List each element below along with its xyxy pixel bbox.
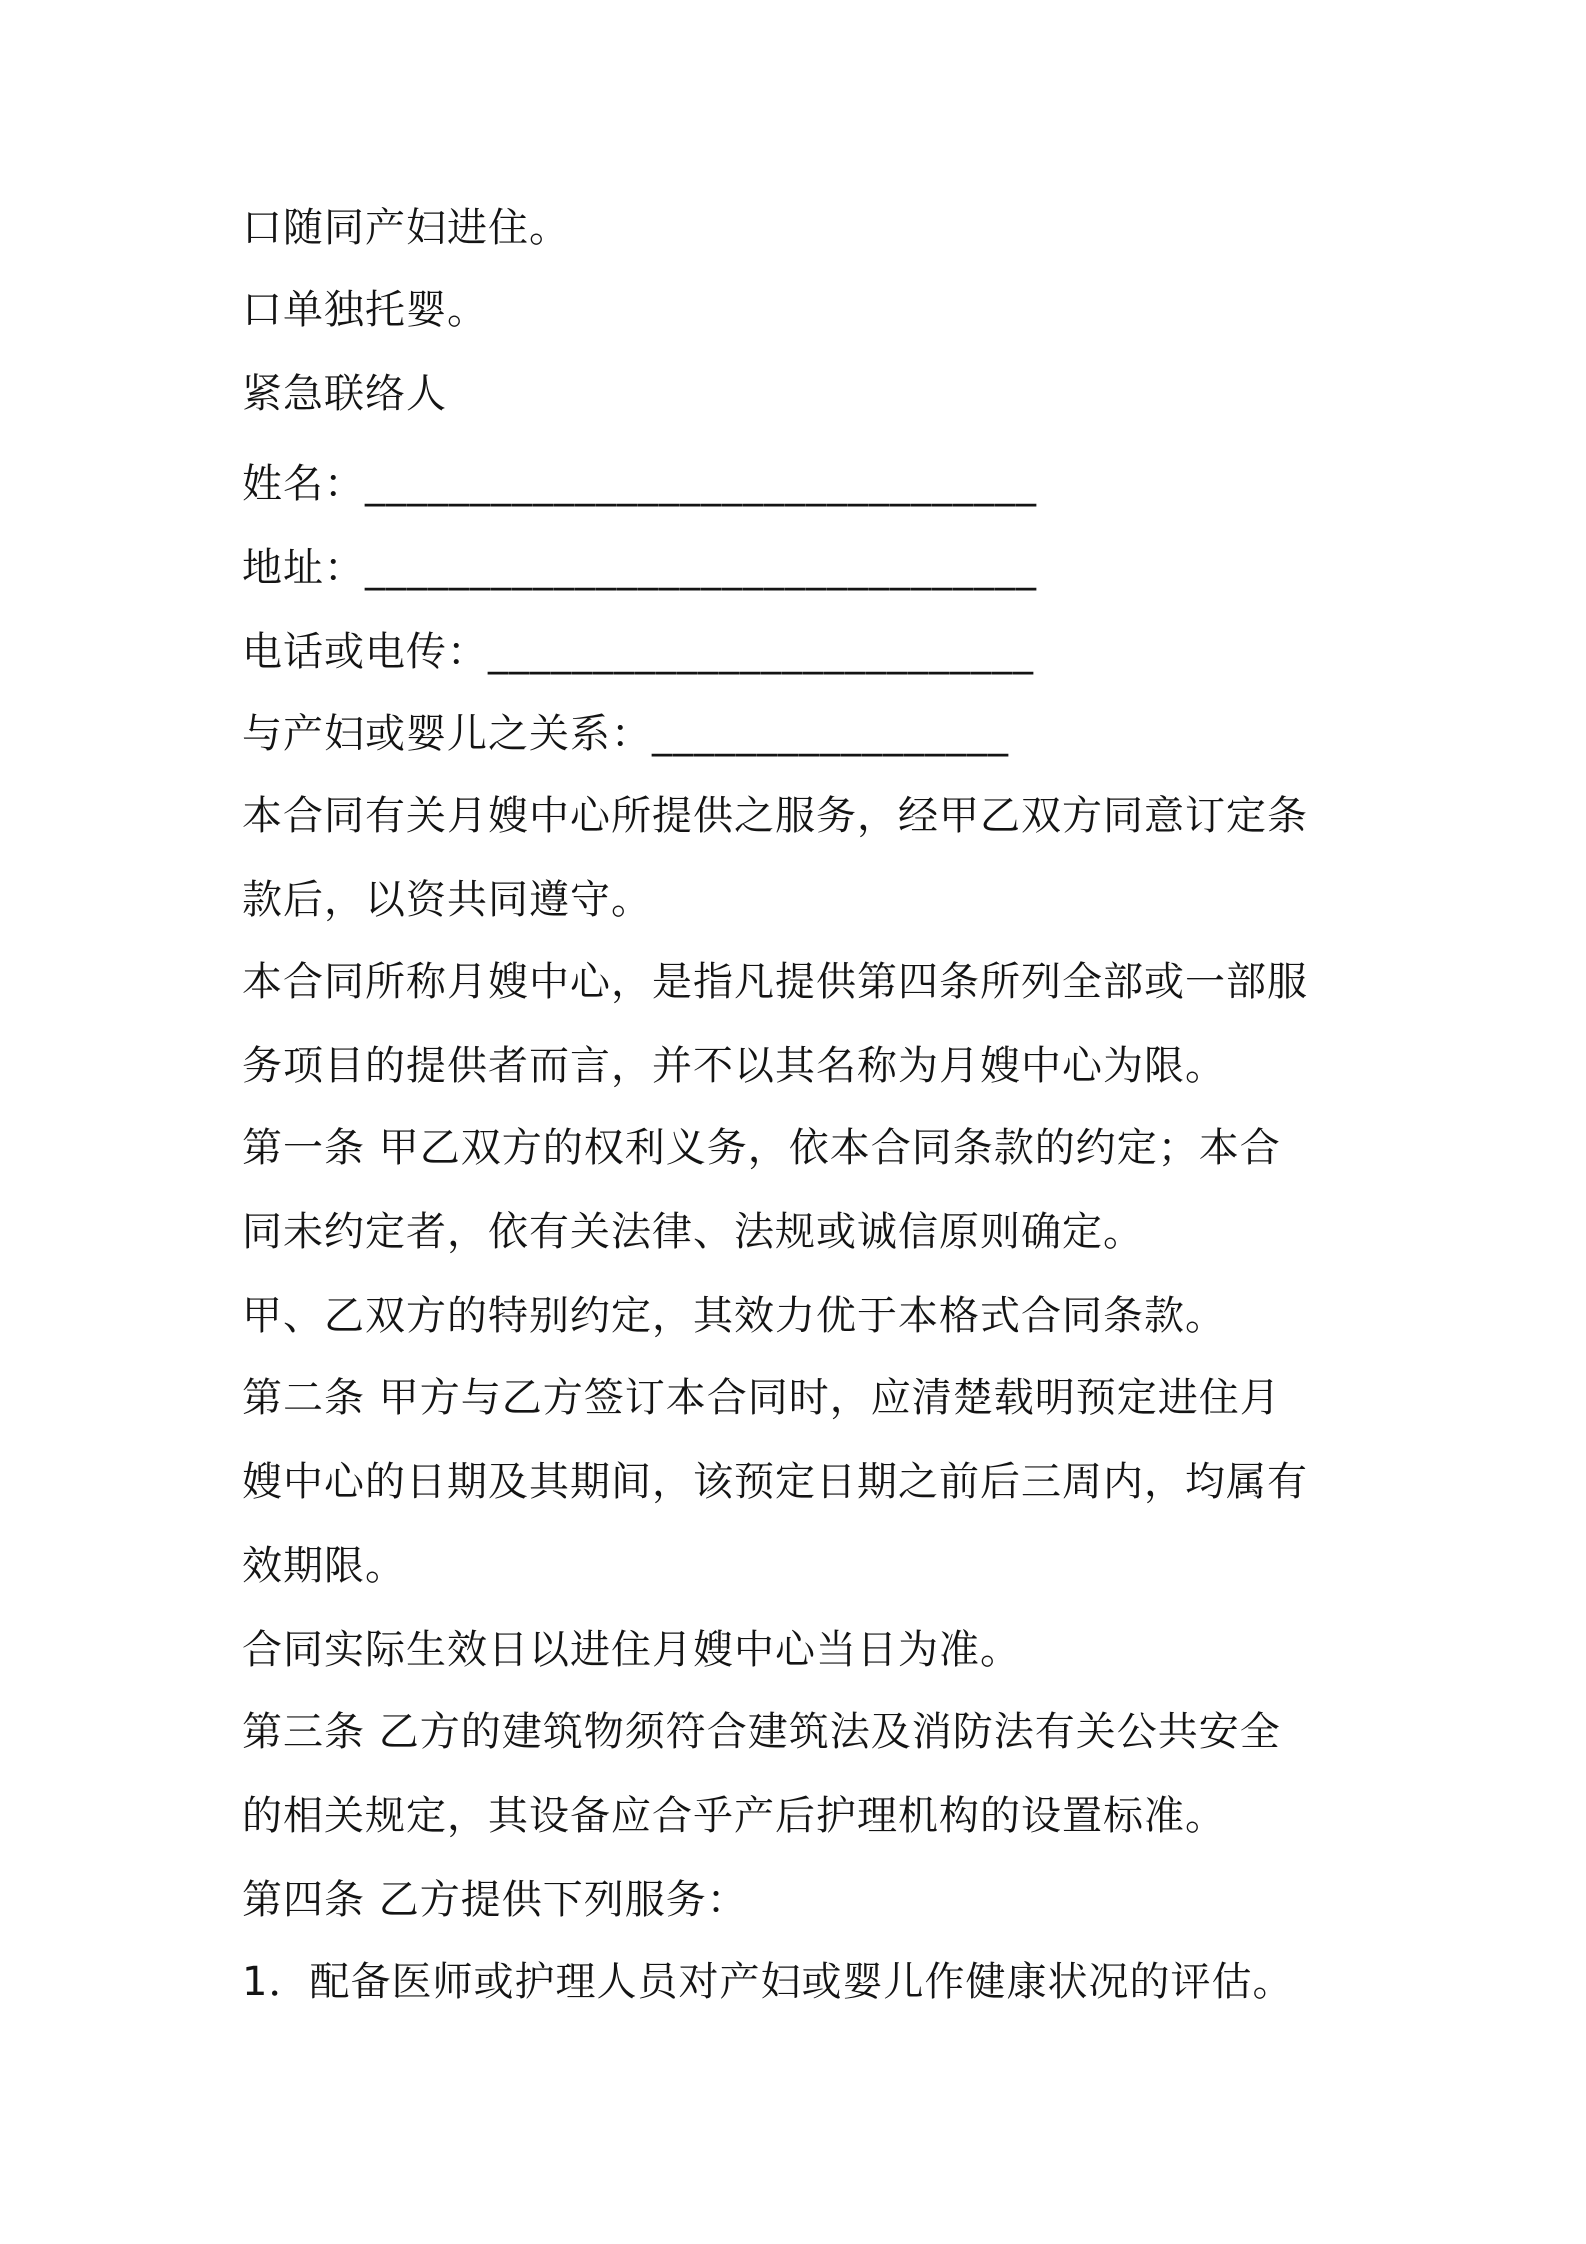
field-address: 地址：________________________________ — [242, 545, 1037, 591]
paragraph-line: 款后，以资共同遵守。 — [242, 877, 652, 923]
article-2-line: 效期限。 — [242, 1543, 406, 1589]
option-accompany-mother: 口随同产妇进住。 — [242, 205, 570, 251]
paragraph-line: 本合同有关月嫂中心所提供之服务，经甲乙双方同意订定条 — [242, 793, 1308, 839]
option-infant-only: 口单独托婴。 — [242, 287, 488, 333]
field-relationship: 与产妇或婴儿之关系：_________________ — [242, 711, 1009, 757]
paragraph-line: 甲、乙双方的特别约定，其效力优于本格式合同条款。 — [242, 1293, 1226, 1339]
paragraph-line: 本合同所称月嫂中心，是指凡提供第四条所列全部或一部服 — [242, 959, 1308, 1005]
service-item-1: 1．配备医师或护理人员对产妇或婴儿作健康状况的评估。 — [242, 1959, 1294, 2005]
article-2-line: 第二条 甲方与乙方签订本合同时，应清楚载明预定进住月 — [242, 1375, 1281, 1421]
article-4-heading: 第四条 乙方提供下列服务： — [242, 1877, 748, 1923]
field-name: 姓名：________________________________ — [242, 461, 1037, 507]
article-1-line: 第一条 甲乙双方的权利义务，依本合同条款的约定；本合 — [242, 1125, 1281, 1171]
article-3-line: 的相关规定，其设备应合乎产后护理机构的设置标准。 — [242, 1793, 1226, 1839]
emergency-contact-heading: 紧急联络人 — [242, 371, 447, 417]
field-phone-fax: 电话或电传：__________________________ — [242, 629, 1034, 675]
article-3-line: 第三条 乙方的建筑物须符合建筑法及消防法有关公共安全 — [242, 1709, 1281, 1755]
article-2-line: 嫂中心的日期及其期间，该预定日期之前后三周内，均属有 — [242, 1459, 1308, 1505]
paragraph-line: 合同实际生效日以进住月嫂中心当日为准。 — [242, 1627, 1021, 1673]
article-1-line: 同未约定者，依有关法律、法规或诚信原则确定。 — [242, 1209, 1144, 1255]
paragraph-line: 务项目的提供者而言，并不以其名称为月嫂中心为限。 — [242, 1043, 1226, 1089]
